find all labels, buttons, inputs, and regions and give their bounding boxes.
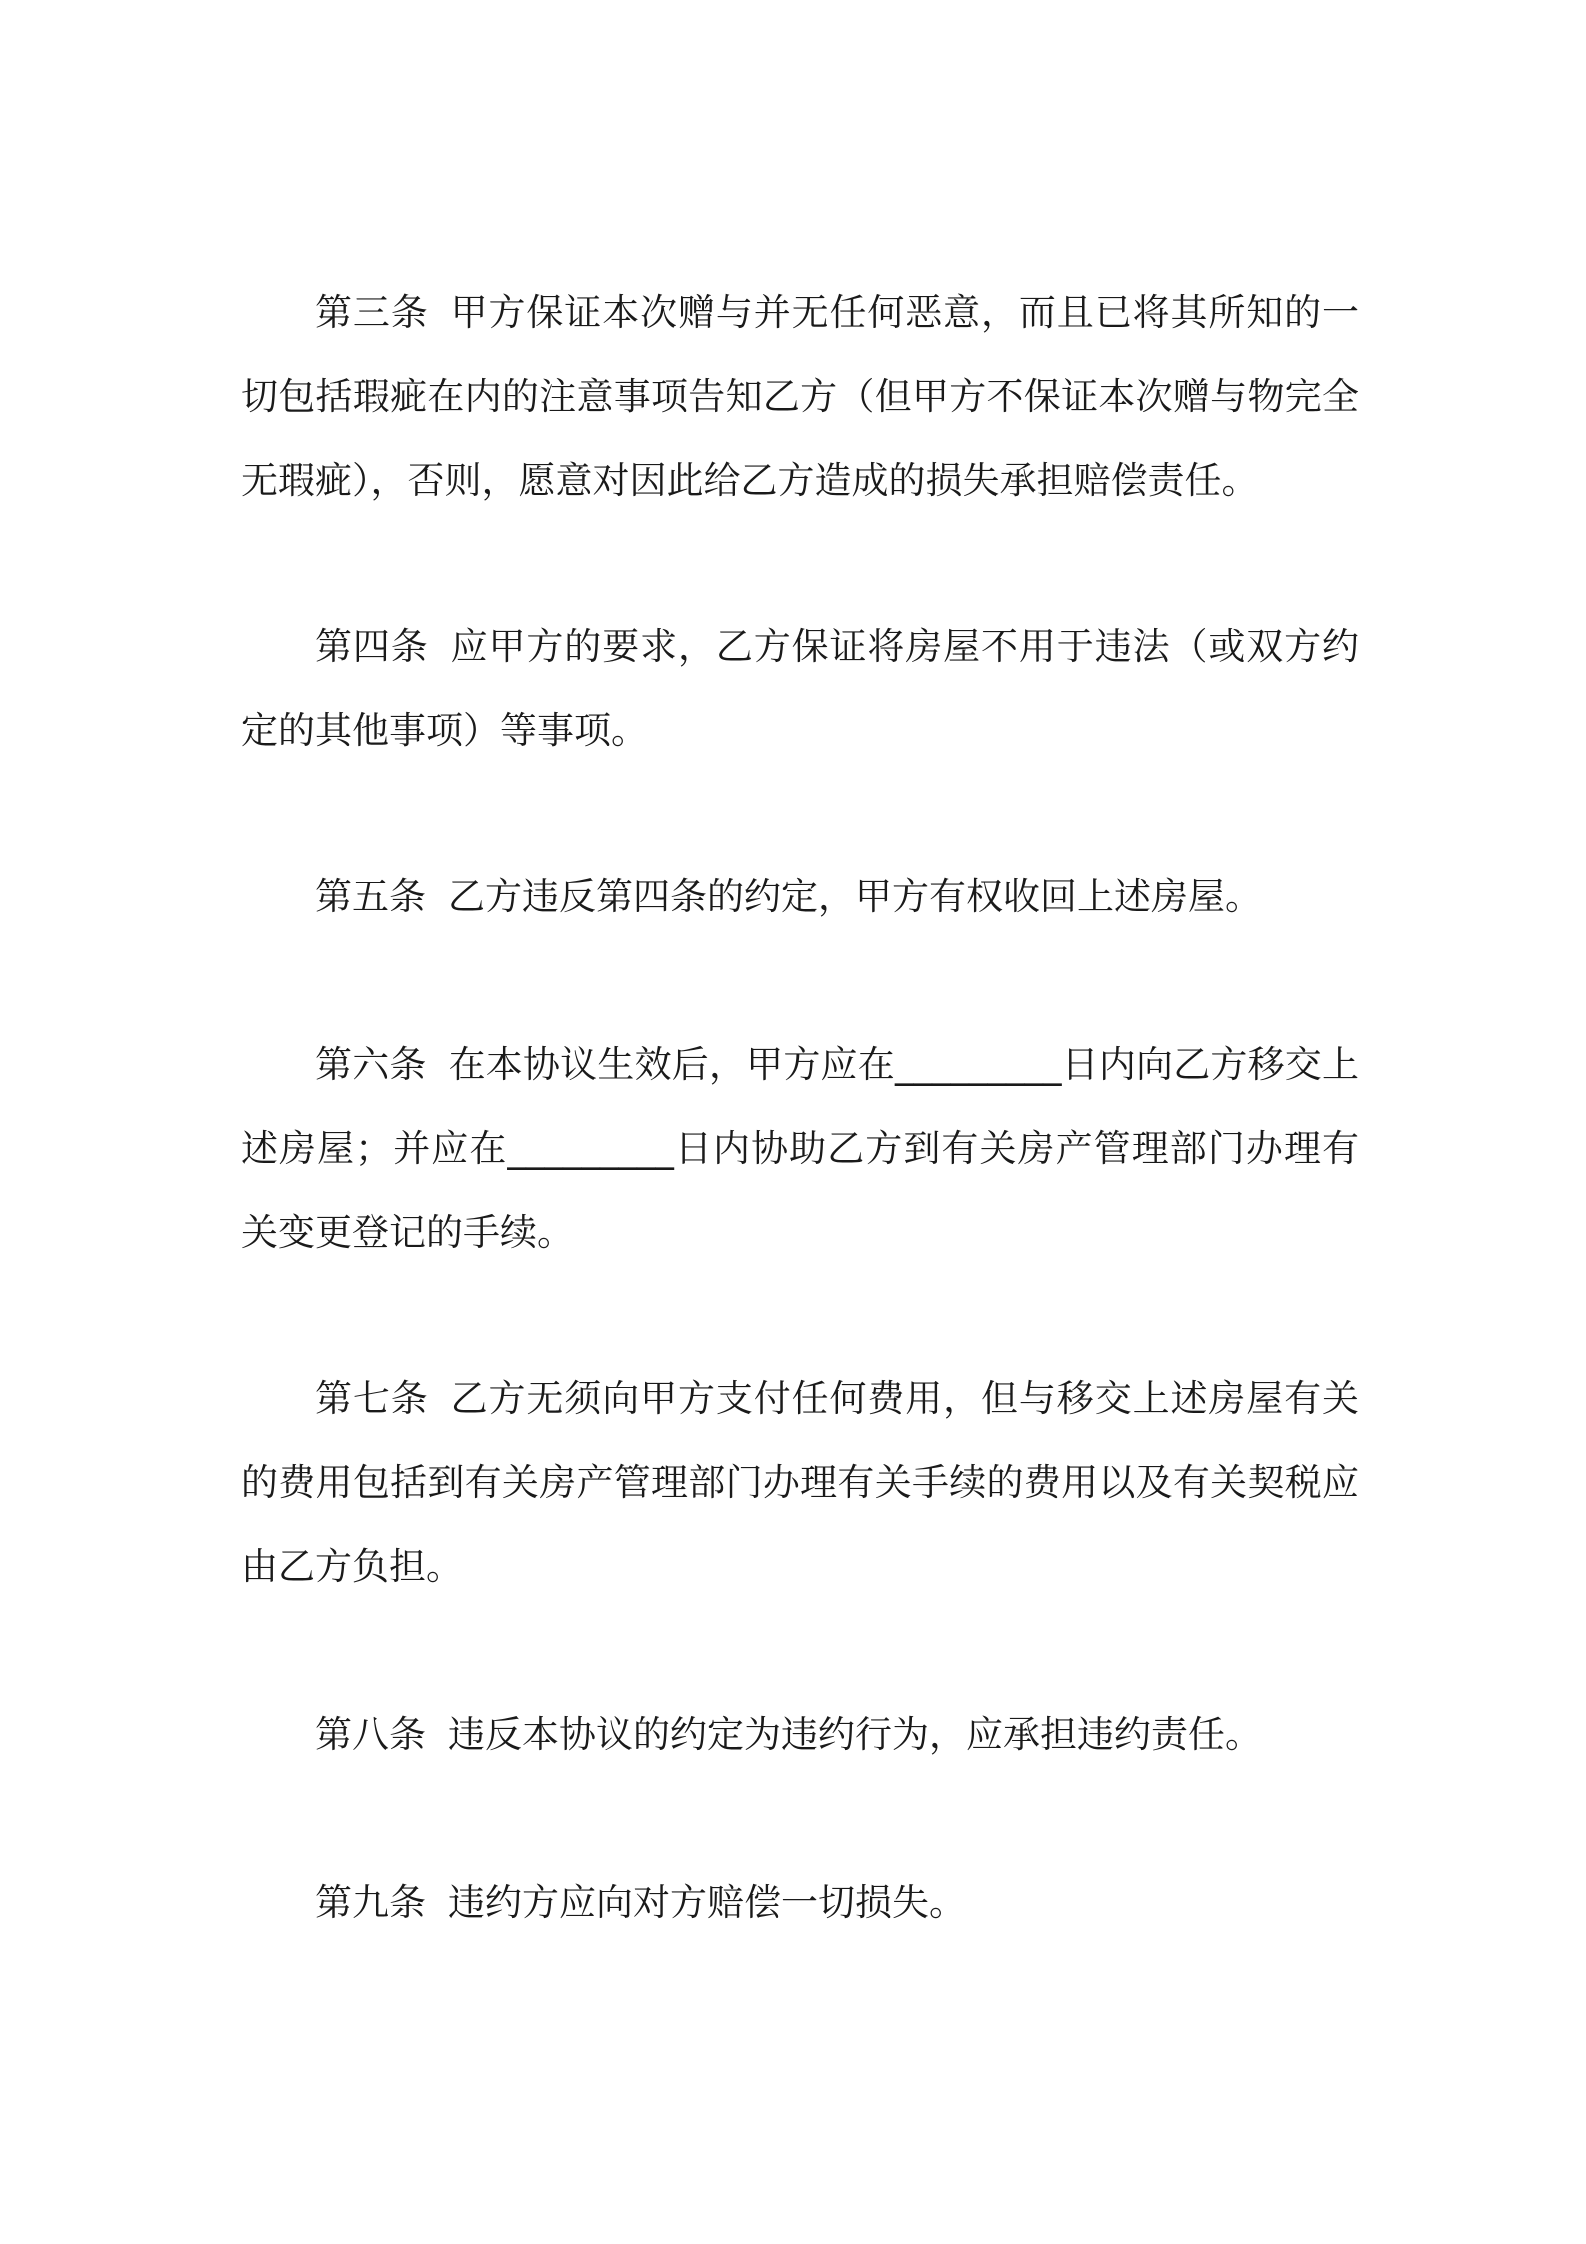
clause-7 — [241, 1357, 1359, 1609]
clause-3-number: 第三条 — [315, 291, 429, 334]
clause-9 — [241, 1861, 1359, 1945]
clause-6 — [241, 1023, 1359, 1275]
clause-4-number: 第四条 — [315, 625, 429, 668]
clause-7-text: 乙方无须向甲方支付任何费用，但与移交上述房屋有关的费用包括到有关房产管理部门办理有关手续的费用以及有关契税应由乙方负担。 — [241, 1377, 1360, 1588]
clause-5 — [241, 855, 1359, 939]
clause-8-text: 违反本协议的约定为违约行为，应承担违约责任。 — [448, 1713, 1262, 1756]
clause-8-number: 第八条 — [315, 1713, 426, 1756]
clause-4 — [241, 605, 1359, 773]
clause-5-number: 第五条 — [315, 875, 426, 918]
clause-3 — [241, 271, 1359, 523]
clause-9-number: 第九条 — [315, 1881, 426, 1924]
clause-3-text: 甲方保证本次赠与并无任何恶意，而且已将其所知的一切包括瑕疵在内的注意事项告知乙方（但甲方不保证本次赠与物完全无瑕疵），否则，愿意对因此给乙方造成的损失承担赔偿责任。 — [241, 291, 1360, 502]
clause-7-number: 第七条 — [315, 1377, 429, 1420]
clause-5-text: 乙方违反第四条的约定，甲方有权收回上述房屋。 — [448, 875, 1262, 918]
clause-6-number: 第六条 — [315, 1043, 427, 1086]
clause-9-text: 违约方应向对方赔偿一切损失。 — [448, 1881, 966, 1924]
clause-8 — [241, 1693, 1359, 1777]
clause-6-text: 在本协议生效后，甲方应在_________日内向乙方移交上述房屋；并应在_________日内协助乙方到有关房产管理部门办理有关变更登记的手续。 — [241, 1043, 1360, 1254]
clause-4-text: 应甲方的要求，乙方保证将房屋不用于违法（或双方约定的其他事项）等事项。 — [241, 625, 1360, 752]
